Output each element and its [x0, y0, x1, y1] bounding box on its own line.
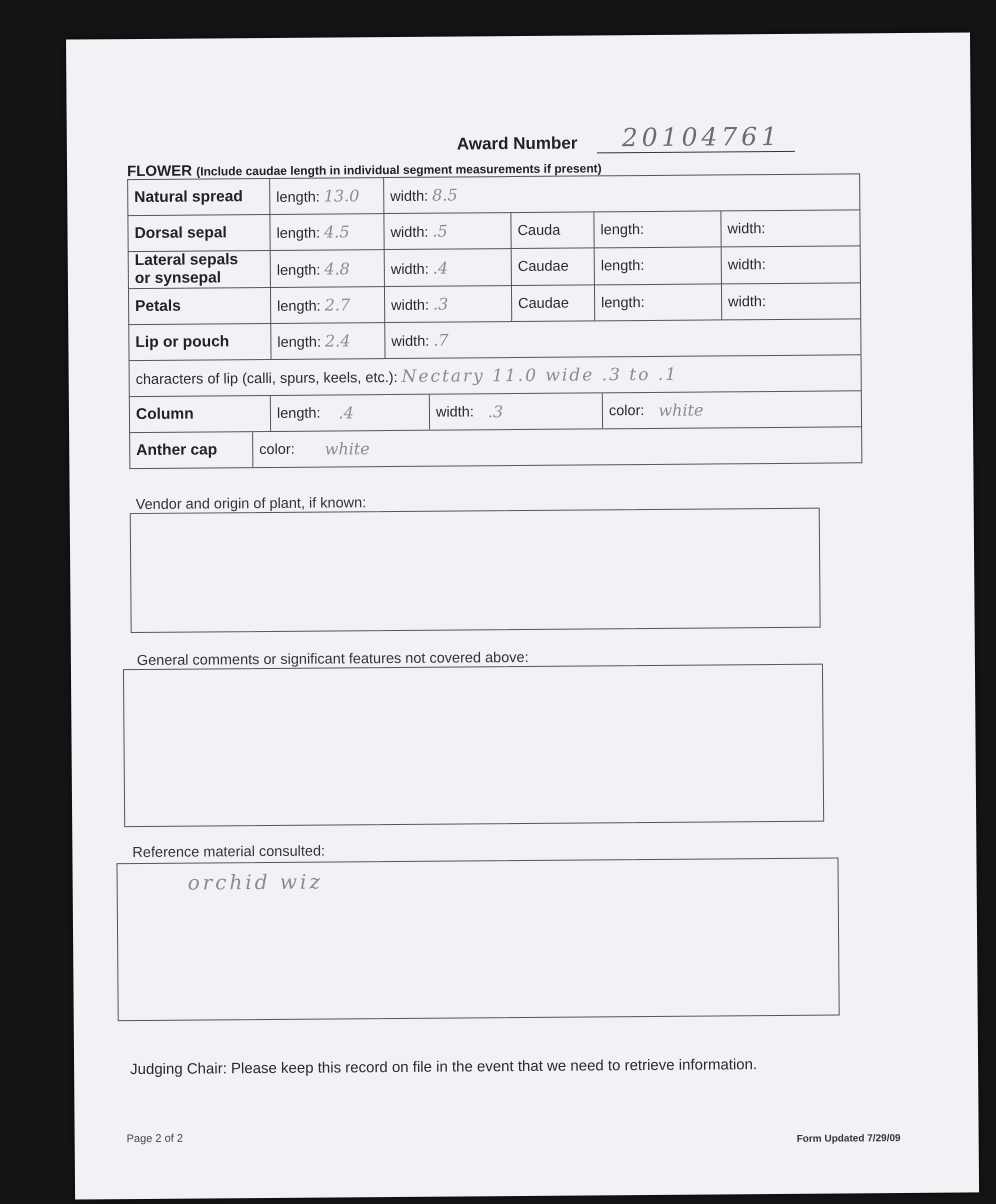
lateral-sepals-caudae-length-cell[interactable]: length: [594, 247, 721, 285]
column-color-cell[interactable] [603, 391, 861, 428]
dorsal-sepal-length-value: 4.5 [324, 222, 350, 242]
form-page [66, 32, 979, 1199]
lip-label: Lip or pouch [129, 323, 271, 360]
column-label: Column [130, 396, 271, 432]
reference-label: Reference material consulted: [132, 843, 326, 862]
column-length-value: .4 [338, 403, 354, 423]
column-width-value: .3 [487, 402, 504, 422]
natural-spread-width-cell[interactable] [384, 174, 860, 214]
lateral-sepals-width-value: .4 [432, 258, 449, 278]
comments-label: General comments or significant features not covered above: [136, 649, 529, 670]
width-label: width: [391, 333, 430, 351]
vendor-label: Vendor and origin of plant, if known: [135, 495, 367, 514]
lip-width-value: .7 [433, 330, 449, 350]
row-dorsal-sepal [128, 210, 860, 252]
anther-cap-color-cell[interactable] [253, 427, 861, 467]
dorsal-sepal-cauda-label: Cauda [511, 212, 594, 249]
row-petals [128, 283, 860, 325]
column-width-cell[interactable] [430, 393, 603, 429]
reference-value: orchid wiz [187, 869, 324, 895]
dorsal-sepal-width-cell[interactable] [384, 213, 511, 250]
lateral-sepals-length-cell[interactable] [270, 250, 384, 288]
lateral-sepals-caudae-label: Caudae [511, 248, 594, 286]
dorsal-sepal-cauda-width-cell[interactable]: width: [721, 210, 860, 247]
natural-spread-length-value: 13.0 [323, 186, 360, 206]
anther-cap-label: Anther cap [130, 432, 253, 468]
page-number: Page 2 of 2 [126, 1132, 183, 1146]
lateral-sepals-label [128, 250, 270, 288]
petals-width-cell[interactable] [384, 286, 511, 323]
width-label: width: [435, 403, 474, 421]
petals-caudae-length-cell[interactable]: length: [594, 284, 721, 321]
flower-heading-note: (Include caudae length in individual segment measurements if present) [196, 161, 602, 179]
petals-length-cell[interactable] [270, 287, 384, 324]
column-color-value: white [658, 400, 704, 420]
lip-length-cell[interactable] [271, 323, 385, 360]
dorsal-sepal-width-value: .5 [432, 221, 448, 241]
column-length-cell[interactable] [271, 395, 430, 431]
dorsal-sepal-cauda-length-cell[interactable]: length: [594, 211, 721, 248]
petals-caudae-label: Caudae [511, 285, 594, 322]
lateral-sepals-caudae-width-cell[interactable]: width: [721, 246, 860, 284]
anther-cap-row-cell [130, 427, 862, 469]
row-anther-cap [130, 427, 862, 469]
flower-measurements-table [127, 173, 862, 469]
length-label: length: [277, 298, 321, 315]
petals-label: Petals [128, 287, 270, 324]
row-lip-characters [129, 355, 861, 397]
judging-chair-note: Judging Chair: Please keep this record on file in the event that we need to retrieve information. [130, 1056, 758, 1079]
length-label: length: [276, 225, 321, 242]
color-label: color: [259, 441, 295, 458]
row-lip [129, 319, 861, 361]
lip-length-value: 2.4 [324, 331, 351, 351]
natural-spread-width-value: 8.5 [432, 185, 458, 205]
width-label: width: [390, 188, 429, 206]
form-updated-date: Form Updated 7/29/09 [796, 1133, 901, 1145]
natural-spread-length-cell[interactable] [270, 178, 384, 215]
width-label: width: [390, 224, 429, 242]
anther-cap-color-value: white [324, 439, 370, 459]
length-label: length: [277, 334, 322, 351]
row-natural-spread [128, 174, 860, 216]
column-row-cell [129, 391, 861, 433]
width-label: width: [391, 297, 430, 315]
natural-spread-label: Natural spread [128, 178, 270, 215]
lip-characters-label: characters of lip (calli, spurs, keels, etc.): [135, 369, 398, 388]
length-label: length: [276, 189, 320, 206]
award-number-value[interactable]: 20104761 [621, 121, 782, 153]
lip-width-cell[interactable] [385, 319, 861, 359]
color-label: color: [608, 402, 645, 419]
lip-characters-cell[interactable] [129, 355, 861, 397]
width-label: width: [390, 261, 429, 278]
row-column [129, 391, 861, 433]
petals-length-value: 2.7 [324, 295, 351, 315]
petals-width-value: .3 [432, 294, 449, 314]
dorsal-sepal-label: Dorsal sepal [128, 214, 270, 251]
length-label: length: [276, 405, 321, 422]
lip-characters-value: Nectary 11.0 wide .3 to .1 [401, 364, 679, 387]
lateral-sepals-width-cell[interactable] [384, 249, 511, 287]
petals-caudae-width-cell[interactable]: width: [721, 283, 860, 320]
length-label: length: [276, 262, 321, 279]
lateral-sepals-label-line1: Lateral sepals [134, 251, 239, 270]
flower-heading-title: FLOWER [126, 162, 193, 181]
lateral-sepals-length-value: 4.8 [324, 258, 350, 279]
row-lateral-sepals [128, 246, 860, 289]
vendor-box[interactable] [130, 508, 821, 633]
dorsal-sepal-length-cell[interactable] [270, 214, 384, 251]
comments-box[interactable] [123, 664, 824, 827]
award-number-label: Award Number [456, 133, 578, 154]
lateral-sepals-label-line2: or synsepal [134, 269, 222, 288]
